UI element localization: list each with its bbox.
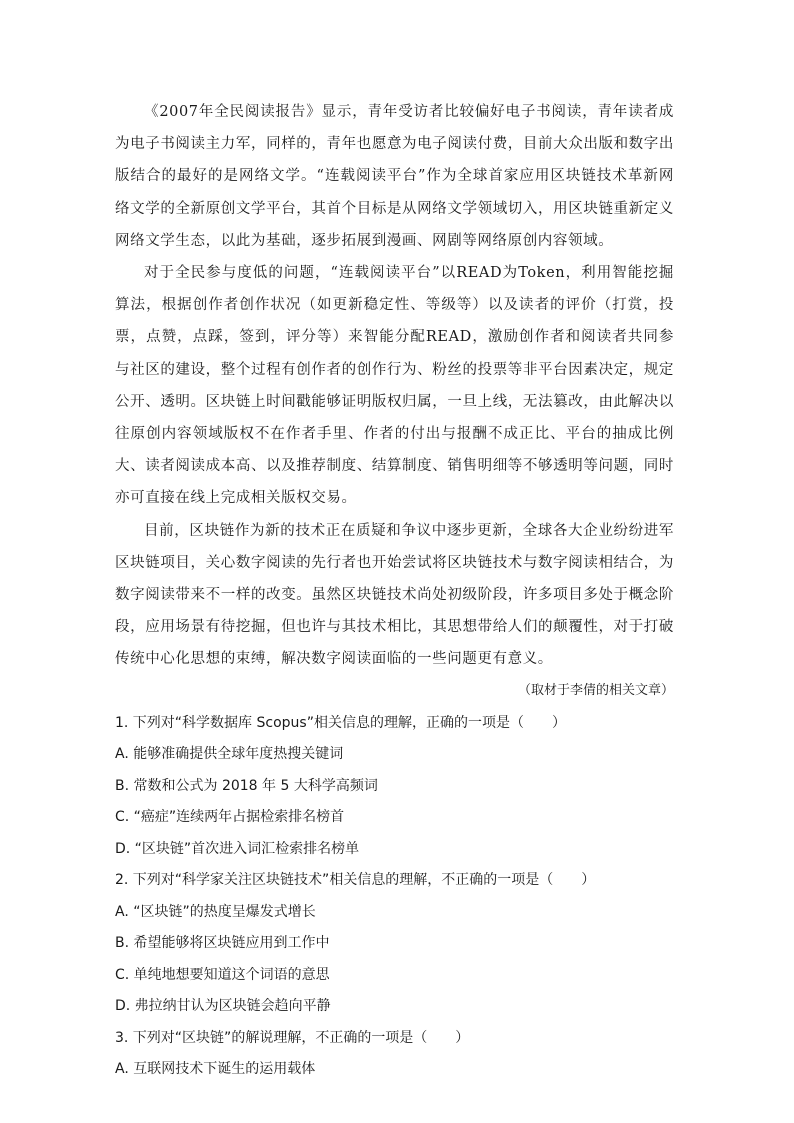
passage-paragraph-1: 《2007年全民阅读报告》显示，青年受访者比较偏好电子书阅读，青年读者成为电子书阅读主力军，同样的，青年也愿意为电子阅读付费，目前大众出版和数字出版结合的最好的是网络文学。“连载阅读平台”作为全球首家应用区块链技术革新网络文学的全新原创文学平台，其首个目标是从网络文学领域切入，用区块链重新定义网络文学生态，以此为基础，逐步拓展到漫画、网剧等网络原创内容领域。 bbox=[115, 104, 674, 249]
question-3-stem: 3. 下列对“区块链”的解说理解，不正确的一项是（ ） bbox=[115, 1029, 470, 1046]
question-3-option-a: A. 互联网技术下诞生的运用载体 bbox=[115, 1061, 316, 1078]
question-2-option-c: C. 单纯地想要知道这个词语的意思 bbox=[115, 966, 330, 983]
question-1-option-d: D. “区块链”首次进入词汇检索排名榜单 bbox=[115, 840, 360, 857]
question-1-option-a: A. 能够准确提供全球年度热搜关键词 bbox=[115, 746, 344, 763]
question-2-option-b: B. 希望能够将区块链应用到工作中 bbox=[115, 935, 330, 952]
passage-source: （取材于李倩的相关文章） bbox=[517, 682, 674, 698]
question-2-option-a: A. “区块链”的热度呈爆发式增长 bbox=[115, 903, 316, 920]
question-list bbox=[115, 708, 674, 1086]
reading-passage bbox=[115, 96, 674, 676]
question-2-stem: 2. 下列对“科学家关注区块链技术”相关信息的理解，不正确的一项是（ ） bbox=[115, 872, 596, 889]
question-1-option-b: B. 常数和公式为 2018 年 5 大科学高频词 bbox=[115, 777, 378, 794]
question-1-option-c: C. “癌症”连续两年占据检索排名榜首 bbox=[115, 809, 345, 826]
passage-paragraph-3: 目前，区块链作为新的技术正在质疑和争议中逐步更新，全球各大企业纷纷进军区块链项目，关心数字阅读的先行者也开始尝试将区块链技术与数字阅读相结合，为数字阅读带来不一样的改变。虽然区块链技术尚处初级阶段，许多项目多处于概念阶段，应用场景有待挖掘，但也许与其技术相比，其思想带给人们的颠覆性，对于打破传统中心化思想的束缚，解决数字阅读面临的一些问题更有意义。 bbox=[115, 522, 674, 668]
question-2-option-d: D. 弗拉纳甘认为区块链会趋向平静 bbox=[115, 998, 331, 1015]
question-1-stem: 1. 下列对“科学数据库 Scopus”相关信息的理解，正确的一项是（ ） bbox=[115, 714, 566, 731]
passage-paragraph-2: 对于全民参与度低的问题，“连载阅读平台”以READ为Token，利用智能挖掘算法，根据创作者创作状况（如更新稳定性、等级等）以及读者的评价（打赏，投票，点赞，点踩，签到，评分等）来智能分配READ，激励创作者和阅读者共同参与社区的建设，整个过程有创作者的创作行为、粉丝的投票等非平台因素决定，规定公开、透明。区块链上时间戳能够证明版权归属，一旦上线，无法篡改，由此解决以往原创内容领域版权不在作者手里、作者的付出与报酬不成正比、平台的抽成比例大、读者阅读成本高、以及推荐制度、结算制度、销售明细等不够透明等问题，同时亦可直接在线上完成相关版权交易。 bbox=[115, 265, 674, 507]
